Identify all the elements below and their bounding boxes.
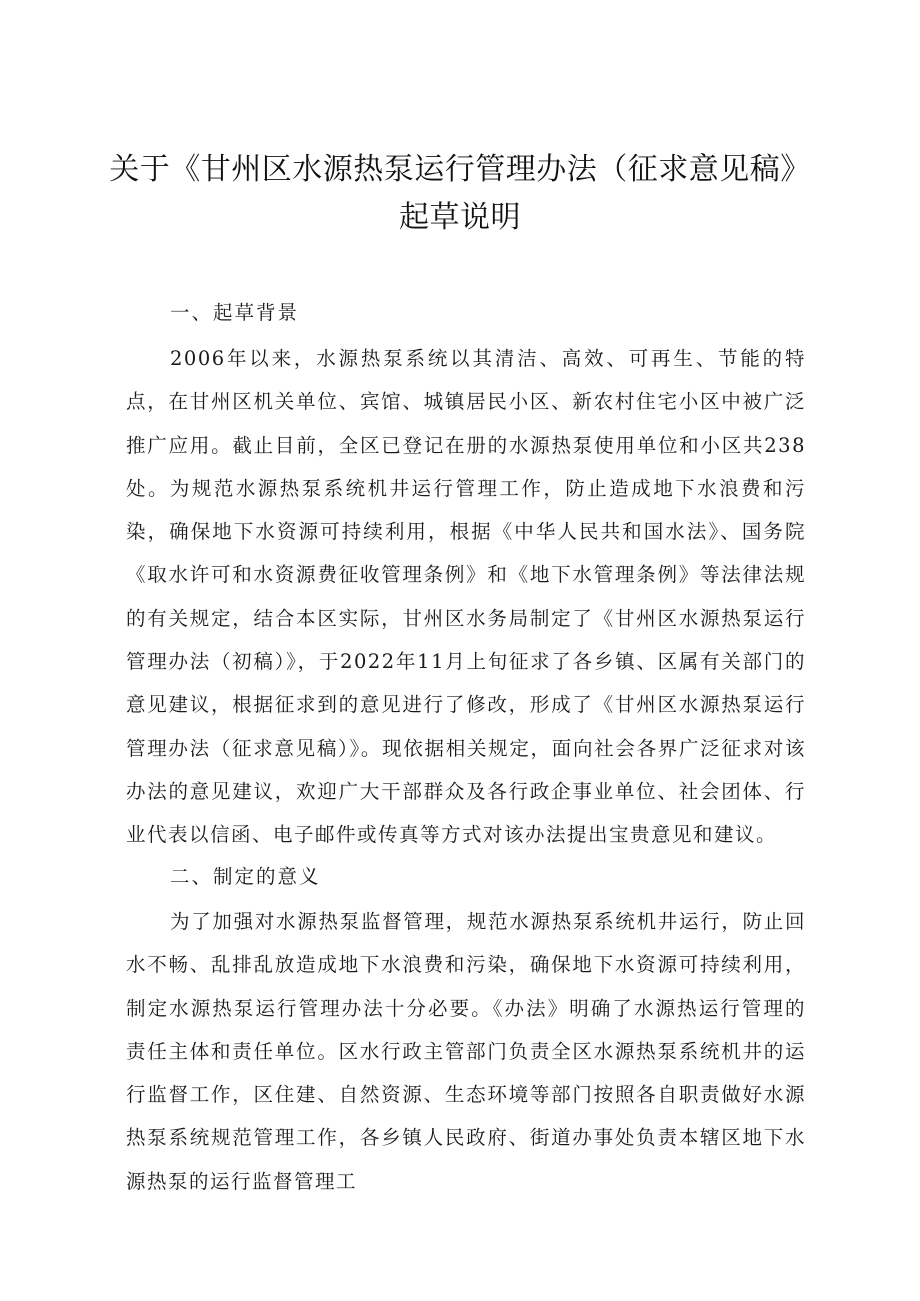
- paragraph-significance: 为了加强对水源热泵监督管理，规范水源热泵系统机井运行，防止回水不畅、乱排乱放造成地下水浪费和污染，确保地下水资源可持续利用，制定水源热泵运行管理办法十分必要。《办法》明确了水源热运行管理的责任主体和责任单位。区水行政主管部门负责全区水源热泵系统机井的运行监督工作，区住建、自然资源、生态环境等部门按照各自职责做好水源热泵系统规范管理工作，各乡镇人民政府、街道办事处负责本辖区地下水源热泵的运行监督管理工: [126, 910, 806, 1193]
- section-heading-background: 一、起草背景: [170, 301, 300, 324]
- document-title-line-2: 起草说明: [399, 200, 521, 235]
- paragraph-background: 2006年以来，水源热泵系统以其清洁、高效、可再生、节能的特点，在甘州区机关单位、宾馆、城镇居民小区、新农村住宅小区中被广泛推广应用。截止目前，全区已登记在册的水源热泵使用单位和小区共238处。为规范水源热泵系统机井运行管理工作，防止造成地下水浪费和污染，确保地下水资源可持续利用，根据《中华人民共和国水法》、国务院《取水许可和水资源费征收管理条例》和《地下水管理条例》等法律法规的有关规定，结合本区实际，甘州区水务局制定了《甘州区水源热泵运行管理办法（初稿）》，于2022年11月上旬征求了各乡镇、区属有关部门的意见建议，根据征求到的意见进行了修改，形成了《甘州区水源热泵运行管理办法（征求意见稿）》。现依据相关规定，面向社会各界广泛征求对该办法的意见建议，欢迎广大干部群众及各行政企事业单位、社会团体、行业代表以信函、电子邮件或传真等方式对该办法提出宝贵意见和建议。: [126, 347, 806, 847]
- section-heading-significance: 二、制定的意义: [170, 865, 321, 888]
- document-title-line-1: 关于《甘州区水源热泵运行管理办法（征求意见稿》: [109, 152, 811, 187]
